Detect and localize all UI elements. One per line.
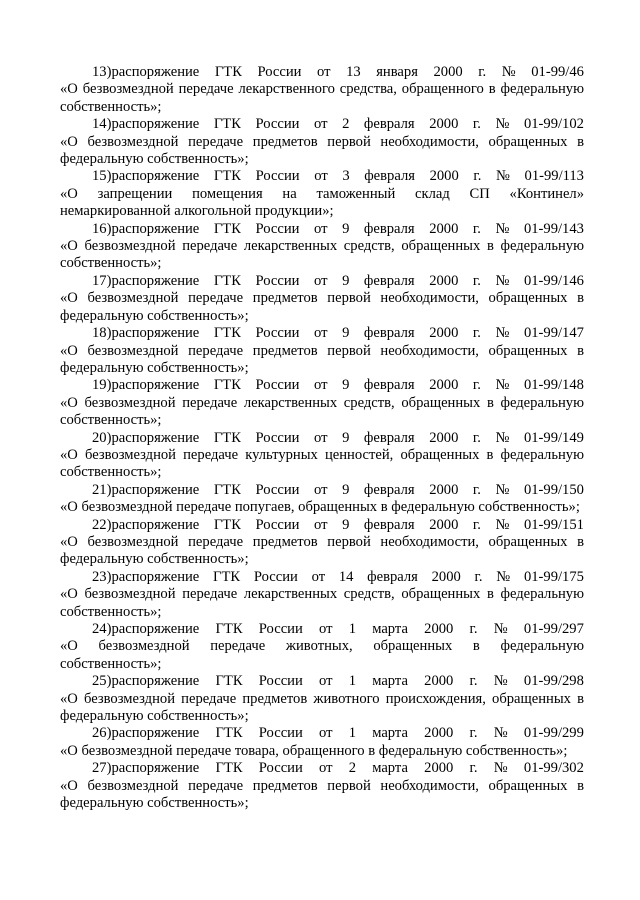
item-word: России (253, 568, 298, 585)
item-word: 23)распоряжение (92, 568, 200, 585)
item-word: 1 (348, 673, 356, 690)
item-word: ГТК (213, 377, 241, 394)
item-text: «О безвозмездной передаче товара, обращенного в федеральную собственность»; (60, 742, 568, 759)
item-word: 01-99/148 (523, 377, 584, 394)
item-word: 2000 (429, 272, 459, 289)
item-text: «О безвозмездной передаче лекарственных средств, обращенных в федеральную собственность»; (60, 586, 584, 620)
item-word: марта (372, 673, 408, 690)
item-word: от (314, 377, 328, 394)
item-word: № (495, 429, 510, 446)
item-first-line (60, 116, 584, 133)
item-word: от (314, 168, 328, 185)
item-word: России (258, 673, 303, 690)
item-first-line (60, 325, 584, 342)
item-text: «О безвозмездной передаче лекарственных средств, обращенных в федеральную собственность»; (60, 394, 584, 429)
item-first-line (60, 482, 584, 499)
item-word: № (495, 377, 510, 394)
item-word: 01-99/151 (523, 516, 584, 533)
item-text: «О безвозмездной передаче попугаев, обращенных в федеральную собственность»; (60, 499, 580, 516)
item-word: № (493, 760, 508, 777)
item-word: 01-99/149 (523, 429, 584, 446)
item-word: 01-99/299 (523, 725, 584, 742)
list-item (60, 168, 584, 220)
item-word: г. (472, 116, 481, 133)
item-word: 2 (342, 116, 350, 133)
item-word: 2000 (424, 621, 454, 637)
item-word: № (496, 568, 511, 585)
item-word: 2000 (424, 673, 454, 690)
item-word: г. (472, 377, 481, 394)
item-word: № (495, 481, 510, 498)
item-word: России (255, 429, 300, 446)
item-word: от (314, 429, 328, 446)
item-word: от (314, 272, 328, 289)
item-word: ГТК (213, 429, 241, 446)
item-word: 2000 (433, 64, 463, 80)
item-word: февраля (367, 568, 418, 585)
list-item (60, 517, 584, 569)
item-word: ГТК (213, 168, 241, 185)
item-word: России (258, 725, 303, 742)
item-word: 2000 (429, 377, 459, 394)
item-word: 1 (348, 621, 356, 637)
item-word: ГТК (215, 760, 243, 777)
item-word: России (255, 516, 300, 533)
document-page (60, 64, 584, 812)
item-word: 13 (346, 64, 361, 80)
item-word: ГТК (213, 568, 241, 585)
item-word: 1 (348, 725, 356, 742)
item-word: № (493, 673, 508, 690)
item-word: февраля (363, 516, 415, 533)
item-word: ГТК (214, 64, 242, 80)
item-text: «О безвозмездной передаче предметов первой необходимости, обращенных в федеральную собственность»; (60, 533, 584, 568)
item-word: России (257, 64, 302, 80)
item-word: 2000 (429, 481, 459, 498)
item-word: России (255, 168, 300, 185)
item-word: г. (469, 725, 478, 742)
item-word: 26)распоряжение (92, 725, 200, 742)
item-word: от (311, 568, 326, 585)
item-word: февраля (363, 220, 415, 237)
item-word: 14)распоряжение (92, 116, 200, 133)
item-word: от (319, 621, 333, 637)
item-word: ГТК (213, 116, 241, 133)
item-word: г. (469, 673, 478, 690)
item-word: России (255, 481, 300, 498)
item-word: 01-99/298 (523, 673, 584, 690)
item-word: № (493, 621, 508, 637)
item-word: 2 (348, 760, 356, 777)
item-first-line (60, 569, 584, 586)
item-word: 9 (342, 325, 350, 342)
list-item (60, 482, 584, 517)
item-first-line (60, 221, 584, 238)
item-text: «О безвозмездной передаче лекарственных средств, обращенных в федеральную собственность»; (60, 238, 584, 272)
item-word: 15)распоряжение (92, 168, 200, 185)
list-item (60, 760, 584, 812)
item-first-line (60, 621, 584, 638)
item-word: 3 (342, 168, 350, 185)
item-word: 9 (342, 481, 350, 498)
item-word: России (255, 220, 300, 237)
item-word: г. (474, 568, 483, 585)
item-word: 9 (342, 516, 350, 533)
item-word: № (493, 725, 508, 742)
item-word: января (376, 64, 418, 80)
item-word: 01-99/297 (523, 621, 584, 637)
item-word: февраля (364, 168, 415, 185)
item-word: г. (472, 272, 481, 289)
item-word: г. (478, 64, 487, 80)
item-word: 2000 (424, 760, 454, 777)
item-word: от (314, 116, 328, 133)
item-word: 2000 (429, 168, 459, 185)
item-text: «О безвозмездной передаче предметов первой необходимости, обращенных в федеральную собственность»; (60, 777, 584, 812)
item-word: марта (372, 621, 408, 637)
item-text: «О безвозмездной передаче предметов первой необходимости, обращенных в федеральную собственность»; (60, 342, 584, 376)
item-word: России (255, 272, 300, 289)
item-word: г. (473, 168, 482, 185)
item-word: ГТК (213, 481, 241, 498)
item-word: России (258, 760, 303, 777)
item-word: ГТК (213, 272, 241, 289)
item-word: № (495, 168, 510, 185)
item-first-line (60, 517, 584, 534)
item-word: 9 (342, 429, 350, 446)
item-word: от (314, 325, 328, 342)
item-word: ГТК (215, 621, 243, 637)
list-item (60, 621, 584, 673)
item-text: «О безвозмездной передаче животных, обращенных в федеральную собственность»; (60, 638, 584, 672)
item-word: 14 (338, 568, 354, 585)
item-word: г. (472, 516, 481, 533)
item-first-line (60, 760, 584, 777)
item-word: 9 (342, 377, 350, 394)
item-word: 13)распоряжение (92, 64, 200, 80)
list-item (60, 430, 584, 482)
item-first-line (60, 377, 584, 394)
item-word: № (495, 116, 510, 133)
item-word: г. (472, 429, 481, 446)
item-word: России (255, 116, 300, 133)
item-word: февраля (363, 116, 415, 133)
item-word: марта (372, 725, 408, 742)
item-word: от (319, 760, 333, 777)
item-word: 22)распоряжение (92, 516, 200, 533)
item-word: февраля (363, 272, 415, 289)
item-first-line (60, 64, 584, 81)
item-word: февраля (363, 377, 415, 394)
item-text: «О безвозмездной передаче культурных ценностей, обращенных в федеральную собственность»; (60, 446, 584, 481)
item-word: г. (472, 481, 481, 498)
item-word: 01-99/146 (523, 272, 584, 289)
item-word: № (495, 325, 510, 342)
item-word: от (314, 220, 328, 237)
item-word: 9 (342, 220, 350, 237)
item-text: «О безвозмездной передаче предметов животного происхождения, обращенных в федеральную собственность»; (60, 690, 584, 725)
item-word: февраля (363, 429, 415, 446)
item-word: № (495, 516, 510, 533)
item-word: 2000 (424, 725, 454, 742)
item-word: 20)распоряжение (92, 429, 200, 446)
item-word: 17)распоряжение (92, 272, 200, 289)
item-word: 01-99/175 (523, 568, 584, 585)
list-item (60, 325, 584, 377)
item-word: № (495, 272, 510, 289)
list-item (60, 273, 584, 325)
item-word: России (255, 377, 300, 394)
item-word: ГТК (215, 725, 243, 742)
item-word: 2000 (429, 220, 459, 237)
list-item (60, 377, 584, 429)
item-word: России (258, 621, 303, 637)
item-text: «О безвозмездной передаче предметов первой необходимости, обращенных в федеральную собственность»; (60, 133, 584, 168)
item-word: ГТК (213, 325, 241, 342)
item-word: № (495, 220, 510, 237)
item-word: 16)распоряжение (92, 220, 200, 237)
item-word: 25)распоряжение (92, 673, 200, 690)
item-word: 01-99/46 (531, 64, 584, 80)
item-word: 18)распоряжение (92, 325, 200, 342)
item-first-line (60, 430, 584, 447)
item-word: от (319, 725, 333, 742)
item-word: 2000 (431, 568, 461, 585)
item-word: февраля (363, 481, 415, 498)
item-word: г. (469, 760, 478, 777)
item-word: России (255, 325, 300, 342)
item-word: февраля (363, 325, 415, 342)
item-word: ГТК (213, 516, 241, 533)
item-word: 01-99/147 (523, 325, 584, 342)
item-word: 9 (342, 272, 350, 289)
item-word: г. (469, 621, 478, 637)
item-word: г. (472, 220, 481, 237)
item-word: 01-99/150 (523, 481, 584, 498)
item-word: г. (472, 325, 481, 342)
item-word: 19)распоряжение (92, 377, 200, 394)
item-text: «О запрещении помещения на таможенный склад СП «Континел» немаркированной алкогольной продукции»; (60, 185, 584, 220)
item-first-line (60, 273, 584, 290)
item-word: от (317, 64, 331, 80)
item-word: от (314, 516, 328, 533)
item-word: 2000 (429, 429, 459, 446)
list-item (60, 116, 584, 168)
item-word: 27)распоряжение (92, 760, 200, 777)
item-text: «О безвозмездной передаче лекарственного средства, обращенного в федеральную собственность»; (60, 81, 584, 115)
list-item (60, 221, 584, 273)
item-word: 21)распоряжение (92, 481, 200, 498)
list-item (60, 64, 584, 116)
item-text: «О безвозмездной передаче предметов первой необходимости, обращенных в федеральную собственность»; (60, 290, 584, 324)
item-word: 2000 (429, 116, 459, 133)
item-word: 2000 (429, 325, 459, 342)
item-first-line (60, 673, 584, 690)
item-first-line (60, 168, 584, 185)
item-word: ГТК (213, 220, 241, 237)
item-word: 01-99/102 (523, 116, 584, 133)
item-word: 01-99/113 (524, 168, 584, 185)
item-word: от (319, 673, 333, 690)
item-word: 01-99/143 (523, 220, 584, 237)
list-item (60, 673, 584, 725)
list-item (60, 569, 584, 621)
item-word: от (314, 481, 328, 498)
item-word: № (501, 64, 516, 80)
item-word: 01-99/302 (523, 760, 584, 777)
item-first-line (60, 725, 584, 742)
order-list (60, 64, 584, 812)
item-word: ГТК (215, 673, 243, 690)
item-word: марта (372, 760, 408, 777)
list-item (60, 725, 584, 760)
item-word: 24)распоряжение (92, 621, 200, 637)
item-word: 2000 (429, 516, 459, 533)
